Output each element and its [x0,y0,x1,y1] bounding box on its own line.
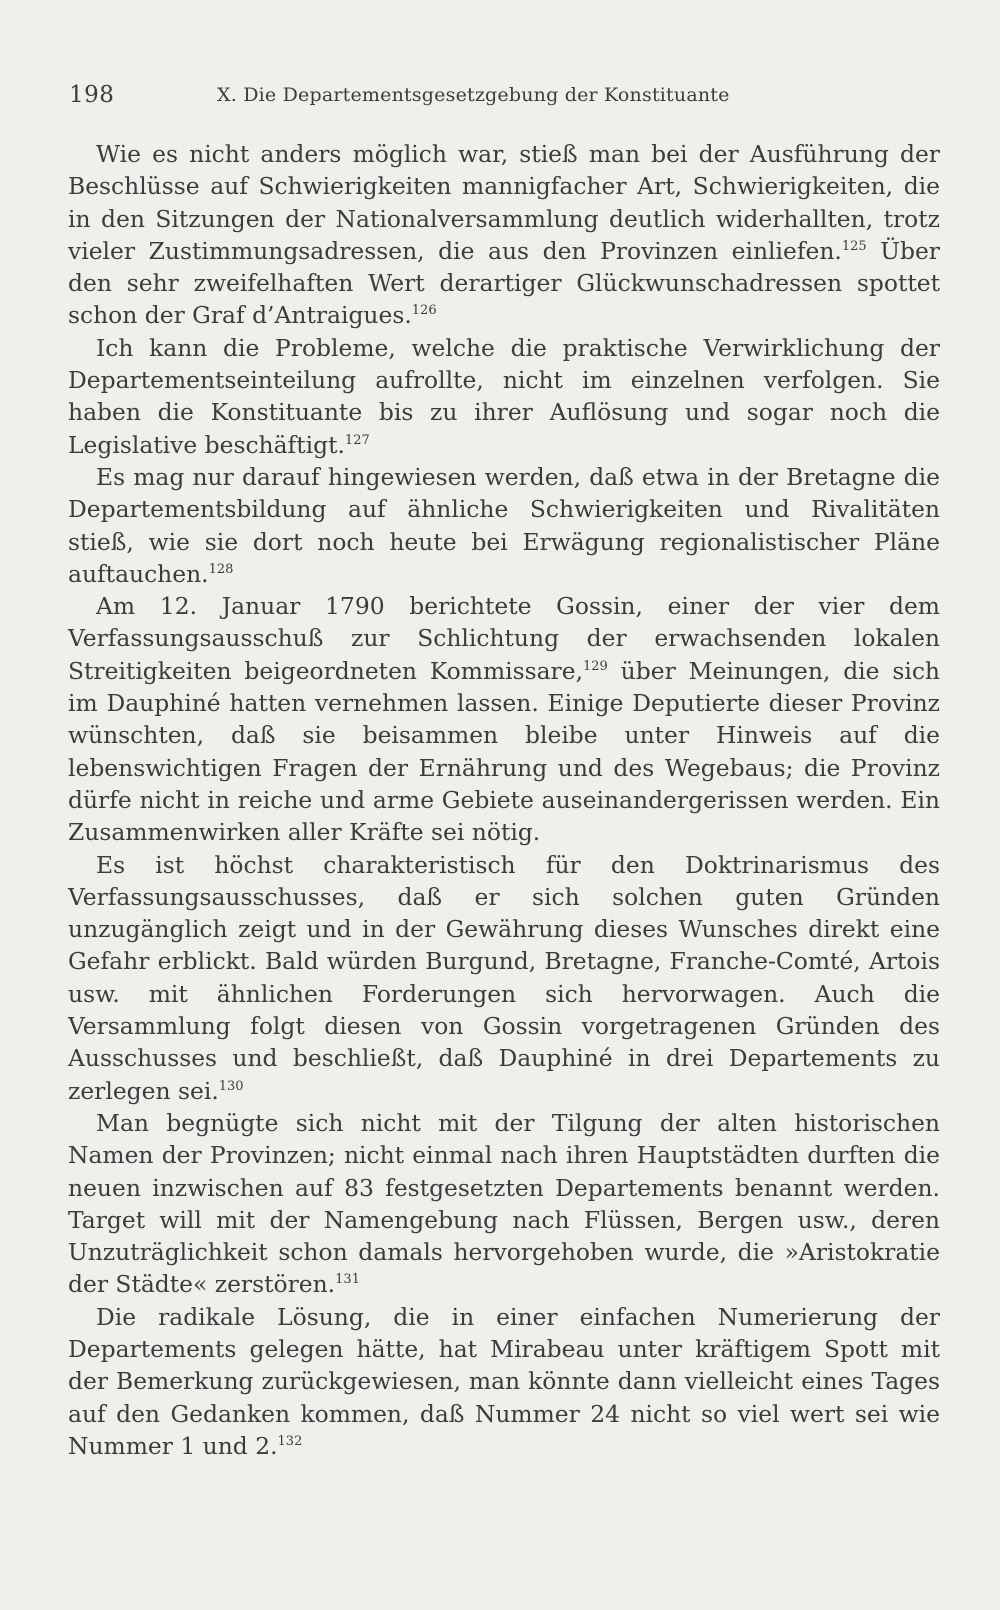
footnote-ref-125: 125 [841,238,867,254]
paragraph-6-text: Man begnügte sich nicht mit der Tilgung der alten historischen Namen der Provinzen; nicht einmal nach ihren Hauptstädten durften die neuen inzwischen auf 83 festgesetzten Departements benannt werden. Target will mit der Namengebung nach Flüssen, Bergen usw., deren Unzuträglichkeit schon damals hervorgehoben wurde, die »Aristokratie der Städte« zerstören. [68,1108,940,1299]
footnote-ref-130: 130 [218,1078,244,1094]
page-header [69,82,939,116]
running-head: X. Die Departementsgesetzgebung der Konstituante [217,84,730,106]
paragraph-2 [68,332,940,461]
paragraph-5-text: Es ist höchst charakteristisch für den Doktrinarismus des Verfassungsausschusses, daß er sich solchen guten Gründen unzugänglich zeigt und in der Gewährung dieses Wunsches direkt eine Gefahr erblickt. Bald würden Burgund, Bretagne, Franche-Comté, Artois usw. mit ähnlichen Forderungen sich hervorwagen. Auch die Versammlung folgt diesen von Gossin vorgetragenen Gründen des Ausschusses und beschließt, daß Dauphiné in drei Departements zu zerlegen sei. [68,850,940,1105]
footnote-ref-129: 129 [583,658,608,674]
footnote-ref-126: 126 [411,303,437,319]
paragraph-1-text-cont: Über den sehr zweifelhaften Wert derartiger Glückwunschadressen spottet schon der Graf d’Antraigues. [68,236,940,330]
paragraph-4-text: Am 12. Januar 1790 berichtete Gossin, einer der vier dem Verfassungsausschuß zur Schlichtung der erwachsenden lokalen Streitigkeiten beigeordneten Kommissare, [68,592,940,685]
paragraph-4-text-cont: über Meinungen, die sich im Dauphiné hatten vernehmen lassen. Einige Deputierte dieser Provinz wünschten, daß sie beisammen bleibe unter Hinweis auf die lebenswichtigen Fragen der Ernährung und des Wegebaus; die Provinz dürfe nicht in reiche und arme Gebiete auseinandergerissen werden. Ein Zusammenwirken aller Kräfte sei nötig. [68,656,940,847]
page-number: 198 [69,82,115,108]
footnote-ref-127: 127 [344,432,370,448]
body-text [68,138,940,1462]
footnote-ref-128: 128 [208,561,234,577]
paragraph-3-text: Es mag nur darauf hingewiesen werden, daß etwa in der Bretagne die Departementsbildung auf ähnliche Schwierigkeiten und Rivalitäten stieß, wie sie dort noch heute bei Erwägung regionalistischer Pläne auftauchen. [68,462,940,588]
paragraph-6 [68,1107,940,1301]
footnote-ref-131: 131 [335,1272,360,1288]
paragraph-2-text: Ich kann die Probleme, welche die praktische Verwirklichung der Departementseinteilung aufrollte, nicht im einzelnen verfolgen. Sie haben die Konstituante bis zu ihrer Auflösung und sogar noch die Legislative beschäftigt. [68,333,940,459]
paragraph-5 [68,849,940,1107]
paragraph-7 [68,1301,940,1462]
paragraph-1-text: Wie es nicht anders möglich war, stieß man bei der Ausführung der Beschlüsse auf Schwierigkeiten mannigfacher Art, Schwierigkeiten, die in den Sitzungen der Nationalversammlung deutlich widerhallten, trotz vieler Zustimmungsadressen, die aus den Provinzen einliefen. [68,140,940,265]
paragraph-3 [68,461,940,590]
paragraph-4 [68,590,940,848]
paragraph-1 [68,138,940,332]
paragraph-7-text: Die radikale Lösung, die in einer einfachen Numerierung der Departements gelegen hätte, hat Mirabeau unter kräftigem Spott mit der Bemerkung zurückgewiesen, man könnte dann vielleicht eines Tages auf den Gedanken kommen, daß Nummer 24 nicht so viel wert sei wie Nummer 1 und 2. [68,1302,940,1460]
footnote-ref-132: 132 [277,1433,303,1449]
